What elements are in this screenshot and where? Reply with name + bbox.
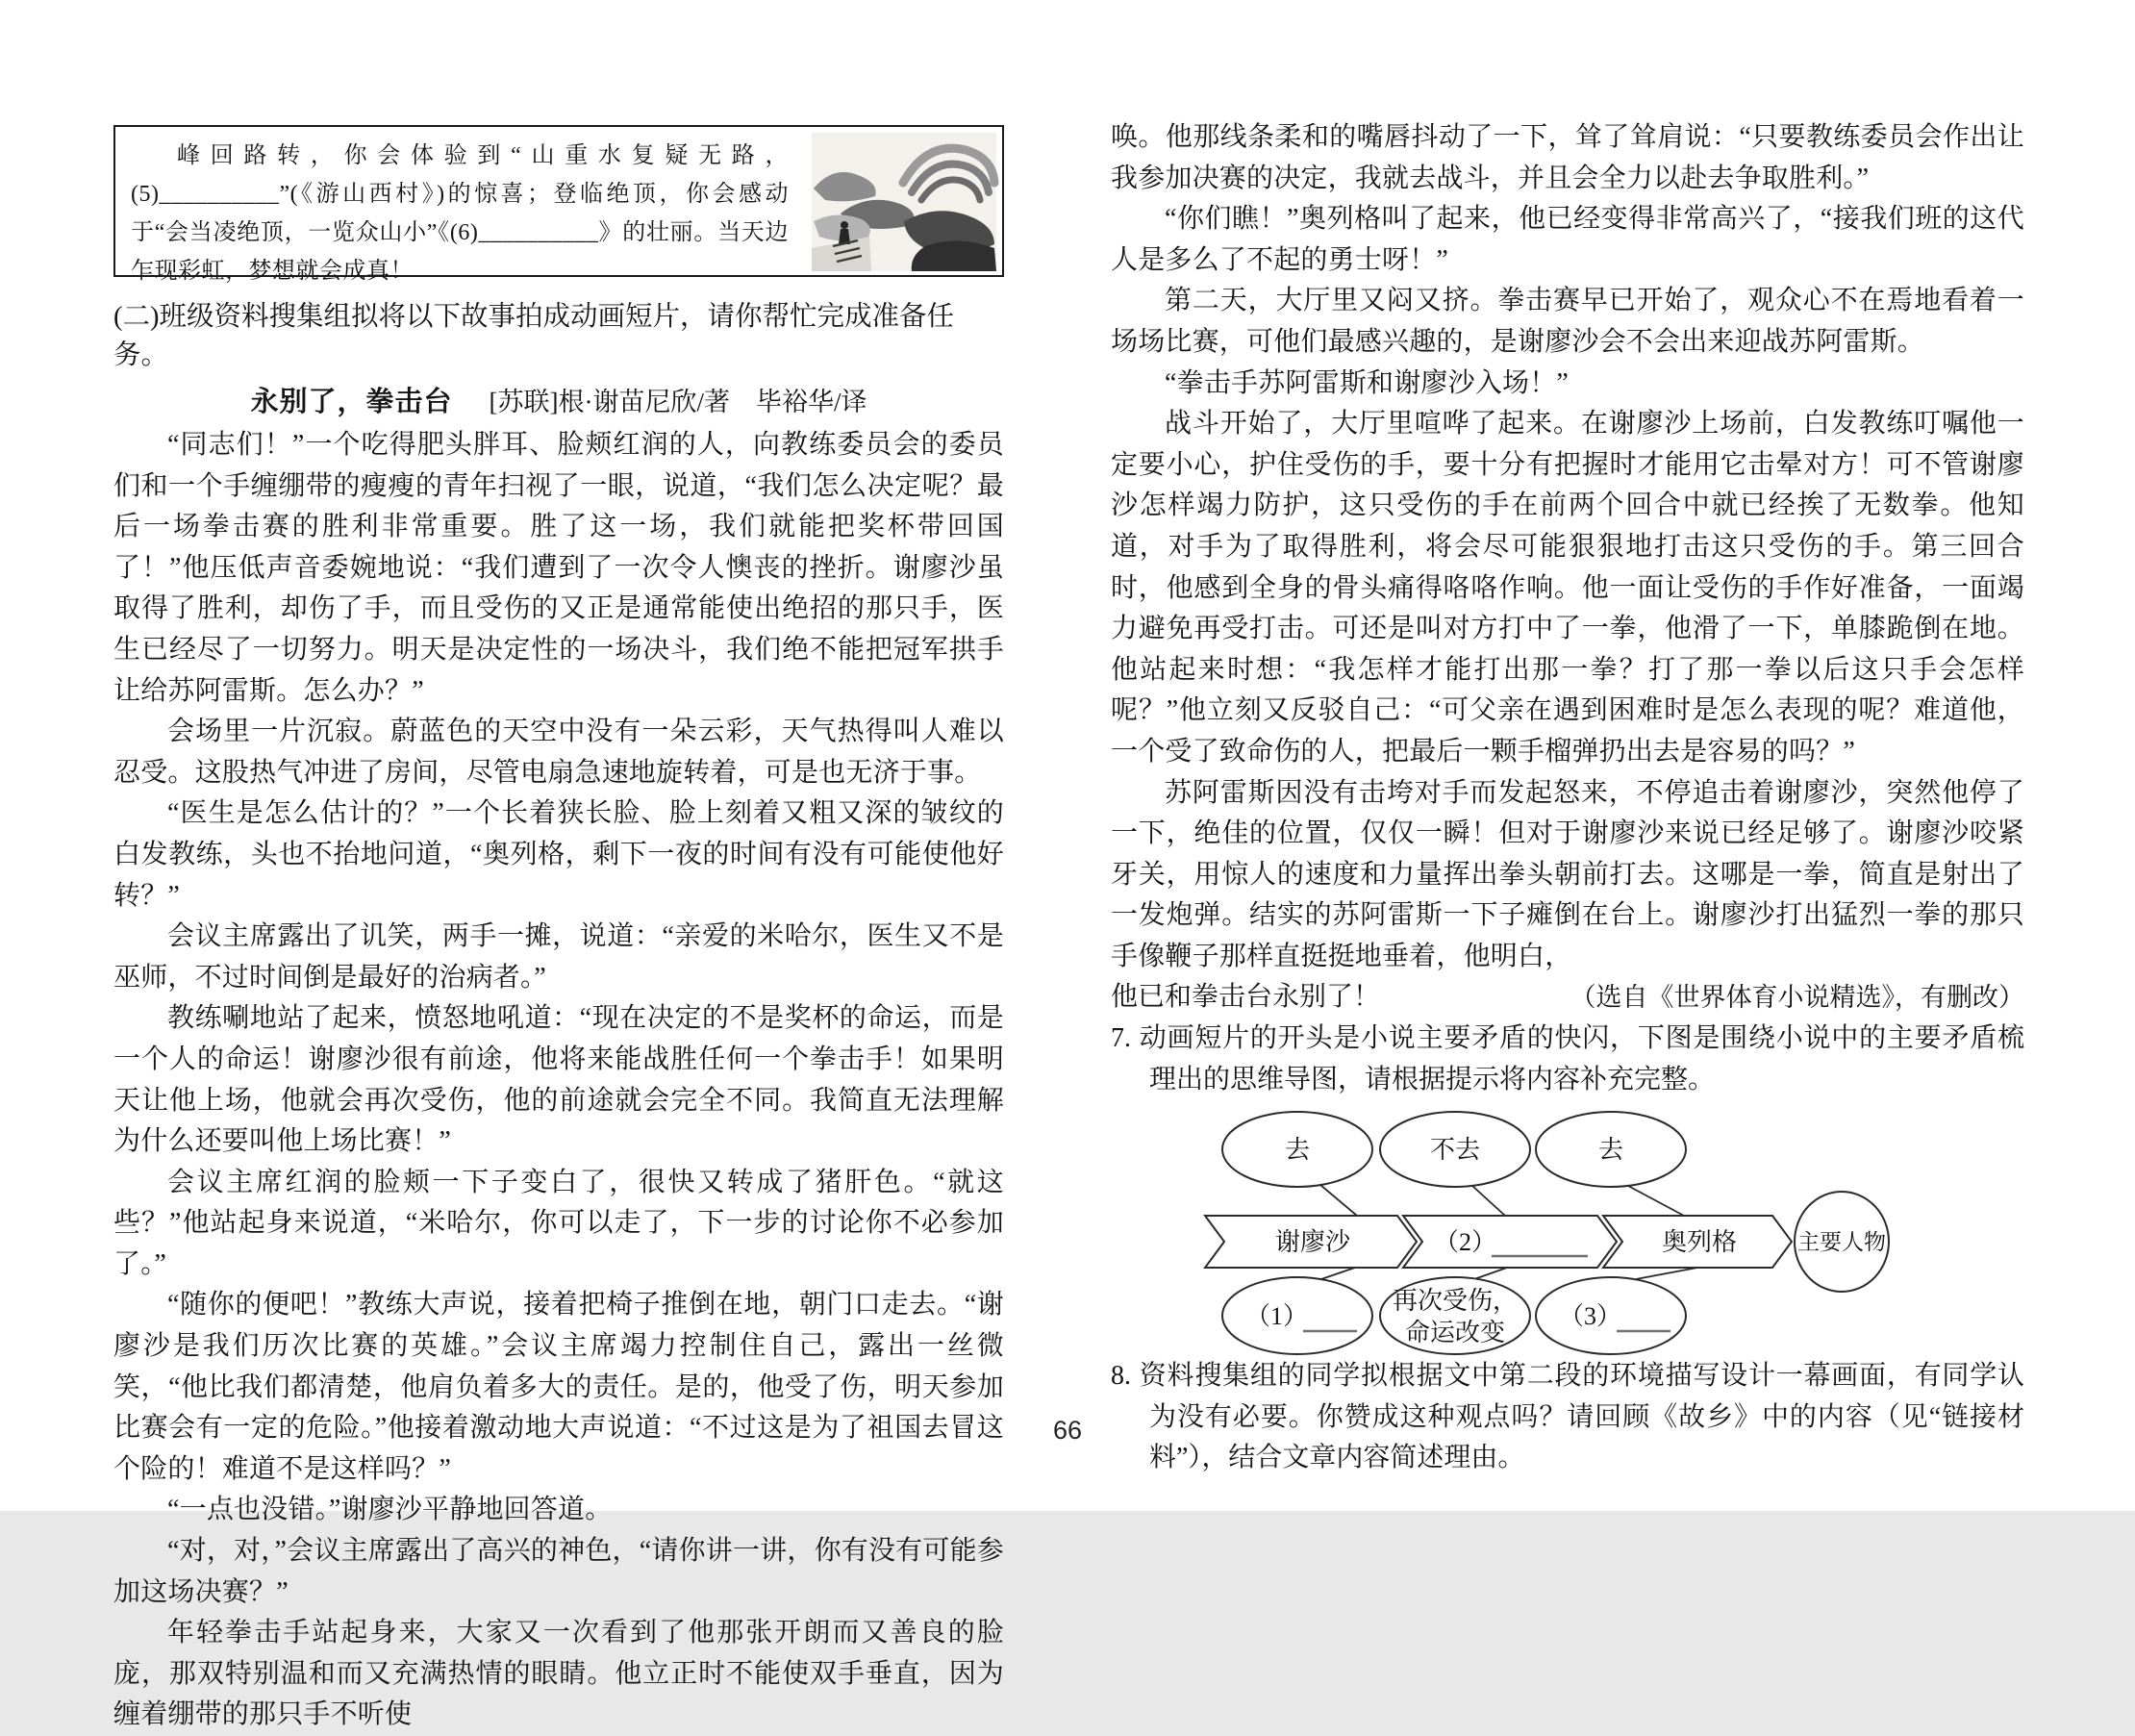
story-paragraph: “一点也没错。”谢廖沙平静地回答道。	[167, 1495, 613, 1525]
story-paragraph: “医生是怎么估计的？”一个长着狭长脸、脸上刻着又粗又深的皱纹的白发教练，头也不抬地问道，“奥列格，剩下一夜的时间有没有可能使他好转？”	[113, 798, 1004, 911]
poetry-box-text: 峰回路转，你会体验到“山重水复疑无路，(5)__________”(《游山西村》)的惊喜；登临绝顶，你会感动于“会当凌绝顶，一览众山小”《(6)__________》的壮丽。当天边乍现彩虹，梦想就会成真！	[131, 143, 789, 284]
story-paragraph: 年轻拳击手站起身来，大家又一次看到了他那张开朗而又善良的脸庞，那双特别温和而又充满热情的眼睛。他立正时不能使双手垂直，因为缠着绷带的那只手不听使	[113, 1618, 1004, 1730]
connector-line	[1472, 1186, 1505, 1216]
poetry-review-box	[113, 125, 1004, 284]
story-paragraph: “随你的便吧！”教练大声说，接着把椅子推倒在地，朝门口走去。“谢廖沙是我们历次比赛的英雄。”会议主席竭力控制住自己，露出一丝微笑，“他比我们都清楚，他肩负着多大的责任。是的，他受了伤，明天参加比赛会有一定的危险。”他接着激动地大声说道：“不过这是为了祖国去冒这个险的！难道不是这样吗？”	[113, 1290, 1004, 1484]
story-paragraph: “对，对，”会议主席露出了高兴的神色，“请你讲一讲，你有没有可能参加这场决赛？”	[113, 1536, 1004, 1607]
story-title: 永别了，拳击台	[250, 387, 453, 417]
story-paragraph: “拳击手苏阿雷斯和谢廖沙入场！”	[1165, 367, 1570, 398]
node-bottom-3-label: （3）	[1559, 1302, 1622, 1331]
node-top-2-label: 不去	[1429, 1136, 1481, 1165]
section-heading: (二)班级资料搜集组拟将以下故事拍成动画短片，请你帮忙完成准备任务。	[113, 302, 954, 370]
story-header	[113, 381, 1004, 423]
story-paragraph: “你们瞧！”奥列格叫了起来，他已经变得非常高兴了，“接我们班的这代人是多么了不起的勇士呀！”	[1111, 204, 2024, 275]
banner-blank-2-label: （2）	[1434, 1228, 1497, 1257]
page-number: 66	[1052, 1416, 1083, 1445]
left-column	[113, 125, 1004, 1736]
question-7-text: 动画短片的开头是小说主要矛盾的快闪，下图是围绕小说中的主要矛盾梳理出的思维导图，请根据提示将内容补充完整。	[1139, 1023, 2024, 1094]
question-8-text: 资料搜集组的同学拟根据文中第二段的环境描写设计一幕画面，有同学认为没有必要。你赞成这种观点吗？请回顾《故乡》中的内容（见“链接材料”），结合文章内容简述理由。	[1139, 1361, 2024, 1473]
story-body-right	[1111, 117, 2024, 977]
connector-line	[1636, 1268, 1697, 1279]
connector-line	[1319, 1268, 1355, 1280]
story-paragraph: 教练唰地站了起来，愤怒地吼道：“现在决定的不是奖杯的命运，而是一个人的命运！谢廖沙很有前途，他将来能战胜任何一个拳击手！如果明天让他上场，他就会再次受伤，他的前途就会完全不同。我简直无法理解为什么还要叫他上场比赛！”	[113, 1003, 1004, 1157]
question-7	[1111, 1019, 2024, 1100]
question-7-number: 7.	[1111, 1023, 1131, 1054]
node-bottom-1-label: （1）	[1245, 1302, 1309, 1331]
connector-line	[1628, 1186, 1684, 1216]
story-byline: [苏联]根·谢苗尼欣/著 毕裕华/译	[489, 388, 867, 416]
banner-xieliaosha-label: 谢廖沙	[1274, 1228, 1351, 1257]
node-top-3-label: 去	[1597, 1136, 1624, 1165]
banner-aoliege-label: 奥列格	[1661, 1228, 1738, 1257]
mindmap-diagram	[1195, 1110, 1892, 1352]
source-attribution: （选自《世界体育小说精选》，有删改）	[1570, 983, 2024, 1013]
story-paragraph: 会场里一片沉寂。蔚蓝色的天空中没有一朵云彩，天气热得叫人难以忍受。这股热气冲进了房间，尽管电扇急速地旋转着，可是也无济于事。	[113, 717, 1004, 788]
story-paragraph: 会议主席露出了讥笑，两手一摊，说道：“亲爱的米哈尔，医生又不是巫师，不过时间倒是最好的治病者。”	[113, 921, 1004, 993]
story-paragraph: 第二天，大厅里又闷又挤。拳击赛早已开始了，观众心不在焉地看着一场场比赛，可他们最感兴趣的，是谢廖沙会不会出来迎战苏阿雷斯。	[1111, 286, 2024, 357]
story-paragraph: “同志们！”一个吃得肥头胖耳、脸颊红润的人，向教练委员会的委员们和一个手缠绷带的瘦瘦的青年扫视了一眼，说道，“我们怎么决定呢？最后一场拳击赛的胜利非常重要。胜了这一场，我们就能把奖杯带回国了！”他压低声音委婉地说：“我们遭到了一次令人懊丧的挫折。谢廖沙虽取得了胜利，却伤了手，而且受伤的又正是通常能使出绝招的那只手，医生已经尽了一切努力。明天是决定性的一场决斗，我们绝不能把冠军拱手让给苏阿雷斯。怎么办？”	[113, 430, 1004, 706]
story-paragraph: 战斗开始了，大厅里喧哗了起来。在谢廖沙上场前，白发教练叮嘱他一定要小心，护住受伤的手，要十分有把握时才能用它击晕对方！可不管谢廖沙怎样竭力防护，这只受伤的手在前两个回合中就已经挨了无数拳。他知道，对手为了取得胜利，将会尽可能狠狠地打击这只受伤的手。第三回合时，他感到全身的骨头痛得咯咯作响。他一面让受伤的手作好准备，一面竭力避免再受打击。可还是叫对方打中了一拳，他滑了一下，单膝跪倒在地。他站起来时想：“我怎样才能打出那一拳？打了那一拳以后这只手会怎样呢？”他立刻又反驳自己：“可父亲在遇到困难时是怎么表现的呢？难道他，一个受了致命伤的人，把最后一颗手榴弹扔出去是容易的吗？”	[1111, 409, 2024, 767]
story-body-left	[113, 425, 1004, 1736]
right-column	[1111, 115, 2024, 1479]
story-paragraph: 苏阿雷斯因没有击垮对手而发起怒来，不停追击着谢廖沙，突然他停了一下，绝佳的位置，仅仅一瞬！但对于谢廖沙来说已经足够了。谢廖沙咬紧牙关，用惊人的速度和力量挥出拳头朝前打去。这哪是一拳，简直是射出了一发炮弹。结实的苏阿雷斯一下子瘫倒在台上。谢廖沙打出猛烈一拳的那只手像鞭子那样直挺挺地垂着，他明白，	[1111, 777, 2024, 971]
node-bottom-2-label-line2: 命运改变	[1404, 1319, 1506, 1347]
ink-painting	[812, 133, 996, 271]
story-paragraph: 唤。他那线条柔和的嘴唇抖动了一下，耸了耸肩说：“只要教练委员会作出让我参加决赛的决定，我就去战斗，并且会全力以赴去争取胜利。”	[1111, 122, 2024, 193]
story-paragraph: 会议主席红润的脸颊一下子变白了，很快又转成了猪肝色。“就这些？”他站起身来说道，“米哈尔，你可以走了，下一步的讨论你不必参加了。”	[113, 1167, 1004, 1279]
question-8-number: 8.	[1111, 1361, 1131, 1392]
node-main-character-label: 主要人物	[1797, 1230, 1886, 1255]
node-top-1-label: 去	[1284, 1136, 1311, 1165]
node-bottom-2-label-line1: 再次受伤，	[1392, 1287, 1519, 1316]
connector-line	[1474, 1268, 1507, 1279]
story-final-line: 他已和拳击台永别了！	[1111, 982, 1381, 1013]
story-final-line-row	[1111, 977, 2024, 1019]
connector-line	[1320, 1185, 1357, 1216]
